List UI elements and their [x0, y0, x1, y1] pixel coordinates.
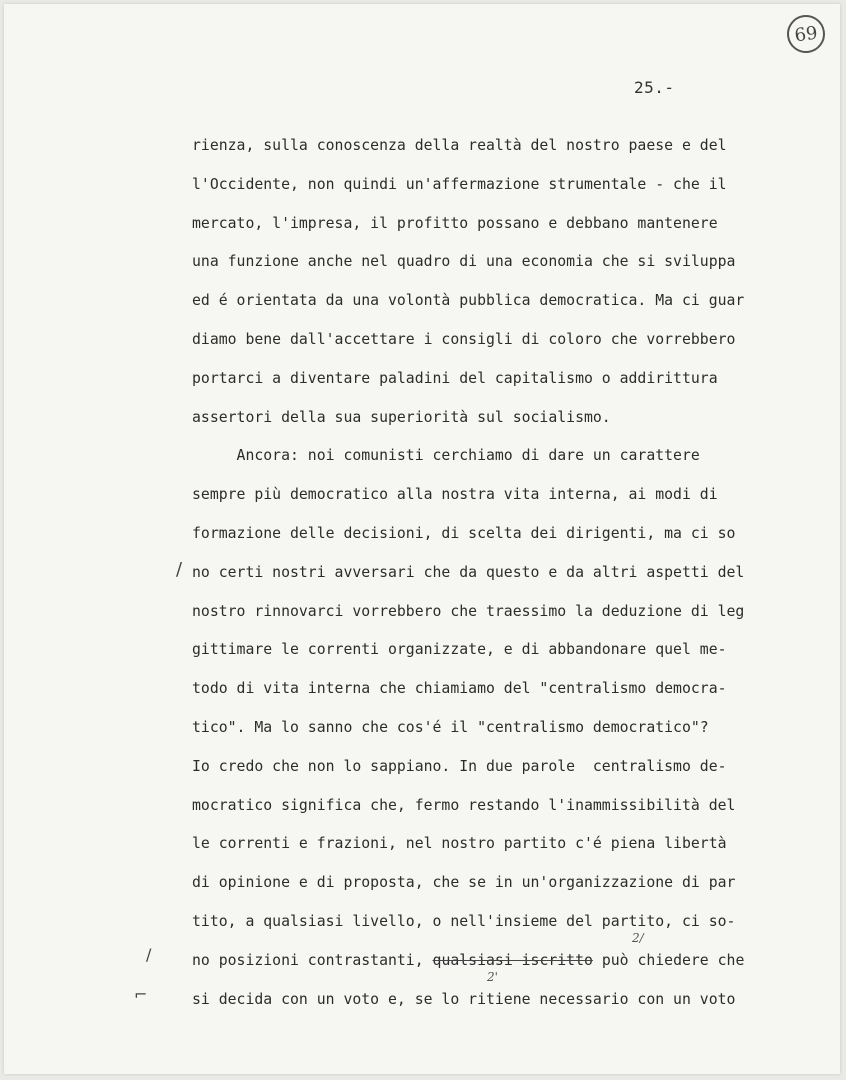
page-number: 25.- — [634, 78, 675, 97]
margin-dash-mark: ⌐ — [134, 985, 148, 1004]
struck-text: qualsiasi iscritto — [432, 951, 593, 969]
text-line-with-correction — [192, 942, 822, 981]
text-line: assertori della sua superiorità sul socialismo. — [192, 408, 611, 426]
text-line: di opinione e di proposta, che se in un'organizzazione di par — [192, 874, 736, 892]
margin-slash-mark: / — [146, 945, 152, 964]
text-line: tico". Ma lo sanno che cos'é il "centralismo democratico"? — [192, 718, 709, 736]
document-page — [4, 4, 840, 1074]
text-line: l'Occidente, non quindi un'affermazione strumentale - che il — [192, 175, 727, 193]
text-line: todo di vita interna che chiamiamo del "centralismo democra- — [192, 680, 727, 698]
text-line: Ancora: noi comunisti cerchiamo di dare un carattere — [192, 447, 700, 465]
text-line: mercato, l'impresa, il profitto possano e debbano mantenere — [192, 214, 718, 232]
stamp-number: 69 — [793, 22, 819, 46]
text-line: rienza, sulla conoscenza della realtà del nostro paese e del — [192, 137, 727, 154]
text-line: sempre più democratico alla nostra vita interna, ai modi di — [192, 486, 718, 504]
page-stamp — [785, 13, 828, 56]
line-end: può chiedere che — [592, 951, 745, 969]
text-line: diamo bene dall'accettare i consigli di coloro che vorrebbero — [192, 330, 736, 348]
line-start: no posizioni contrastanti, — [192, 951, 424, 969]
text-line: una funzione anche nel quadro di una economia che si sviluppa — [192, 253, 736, 271]
margin-slash-mark: / — [176, 559, 183, 580]
text-line: gittimare le correnti organizzate, e di abbandonare quel me- — [192, 641, 727, 659]
handwritten-annotation: 2/ — [632, 931, 644, 945]
text-line: mocratico significa che, fermo restando l'inammissibilità del — [192, 796, 736, 814]
text-line: no certi nostri avversari che da questo e da altri aspetti del — [192, 563, 745, 581]
text-line: si decida con un voto e, se lo ritiene necessario con un voto — [192, 990, 736, 1008]
handwritten-annotation: 2' — [487, 970, 498, 984]
typed-text-body — [192, 127, 822, 1019]
text-line: nostro rinnovarci vorrebbero che traessimo la deduzione di leg — [192, 602, 745, 620]
text-line: tito, a qualsiasi livello, o nell'insieme del partito, ci so- — [192, 912, 736, 930]
text-line: le correnti e frazioni, nel nostro partito c'é piena libertà — [192, 835, 727, 853]
text-line: ed é orientata da una volontà pubblica democratica. Ma ci guar — [192, 292, 745, 310]
text-line: Io credo che non lo sappiano. In due parole centralismo de- — [192, 757, 727, 775]
text-line: portarci a diventare paladini del capitalismo o addirittura — [192, 369, 718, 387]
text-line: formazione delle decisioni, di scelta dei dirigenti, ma ci so — [192, 524, 736, 542]
